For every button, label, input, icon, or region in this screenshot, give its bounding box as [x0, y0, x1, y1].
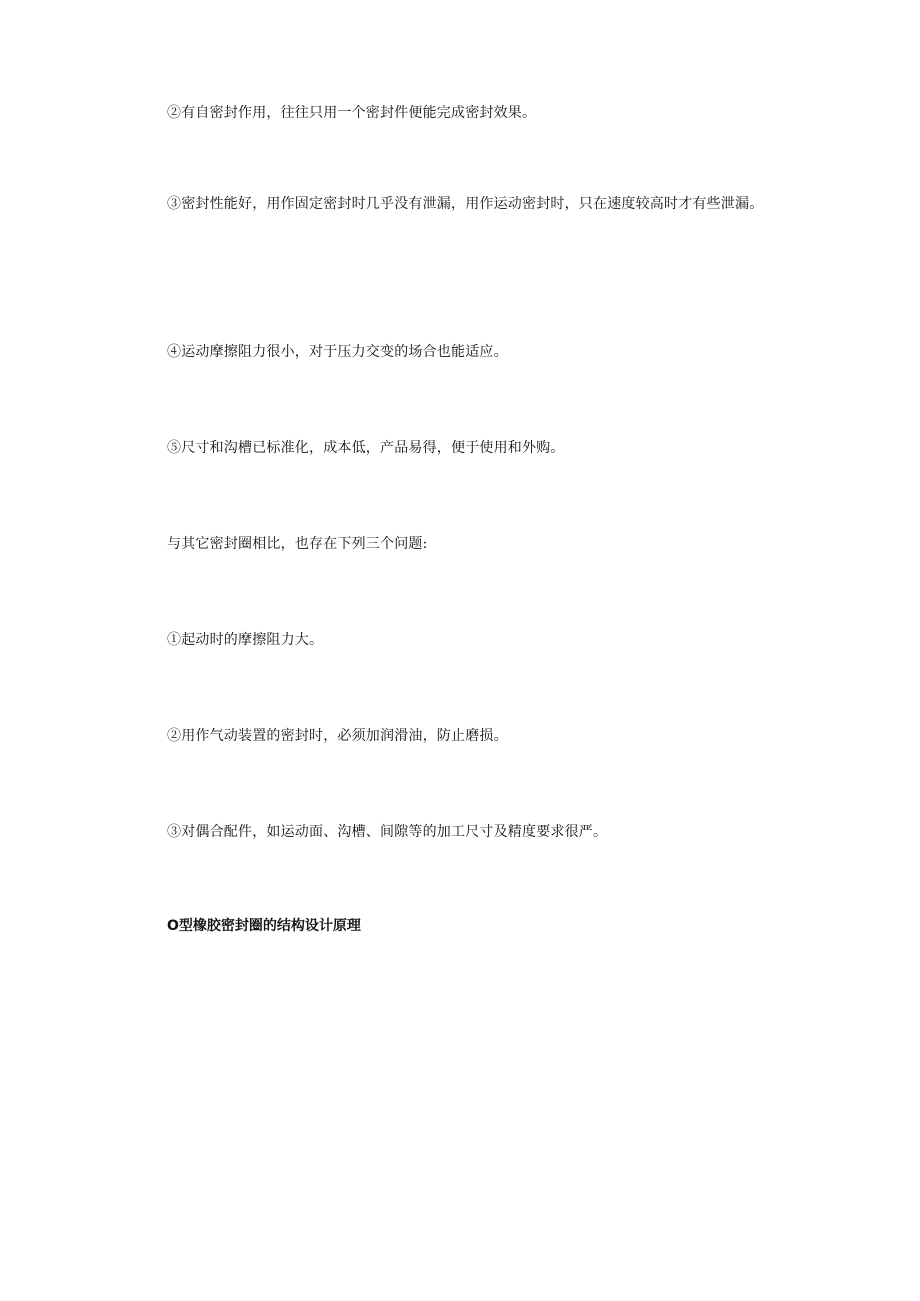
paragraph-advantage-2: ②有自密封作用，往往只用一个密封件便能完成密封效果。: [167, 105, 537, 121]
paragraph-problem-1: ①起动时的摩擦阻力大。: [167, 632, 324, 648]
section-heading: O型橡胶密封圈的结构设计原理: [167, 918, 361, 934]
paragraph-advantage-5: ⑤尺寸和沟槽已标准化，成本低，产品易得，便于使用和外购。: [167, 440, 565, 456]
paragraph-advantage-4: ④运动摩擦阻力很小，对于压力交变的场合也能适应。: [167, 344, 508, 360]
paragraph-problem-2: ②用作气动装置的密封时，必须加润滑油，防止磨损。: [167, 728, 508, 744]
paragraph-problems-intro: 与其它密封圈相比，也存在下列三个问题:: [167, 536, 428, 552]
paragraph-advantage-3: ③密封性能好，用作固定密封时几乎没有泄漏，用作运动密封时，只在速度较高时才有些泄漏。: [167, 196, 764, 212]
paragraph-problem-3: ③对偶合配件，如运动面、沟槽、间隙等的加工尺寸及精度要求很严。: [167, 824, 608, 840]
